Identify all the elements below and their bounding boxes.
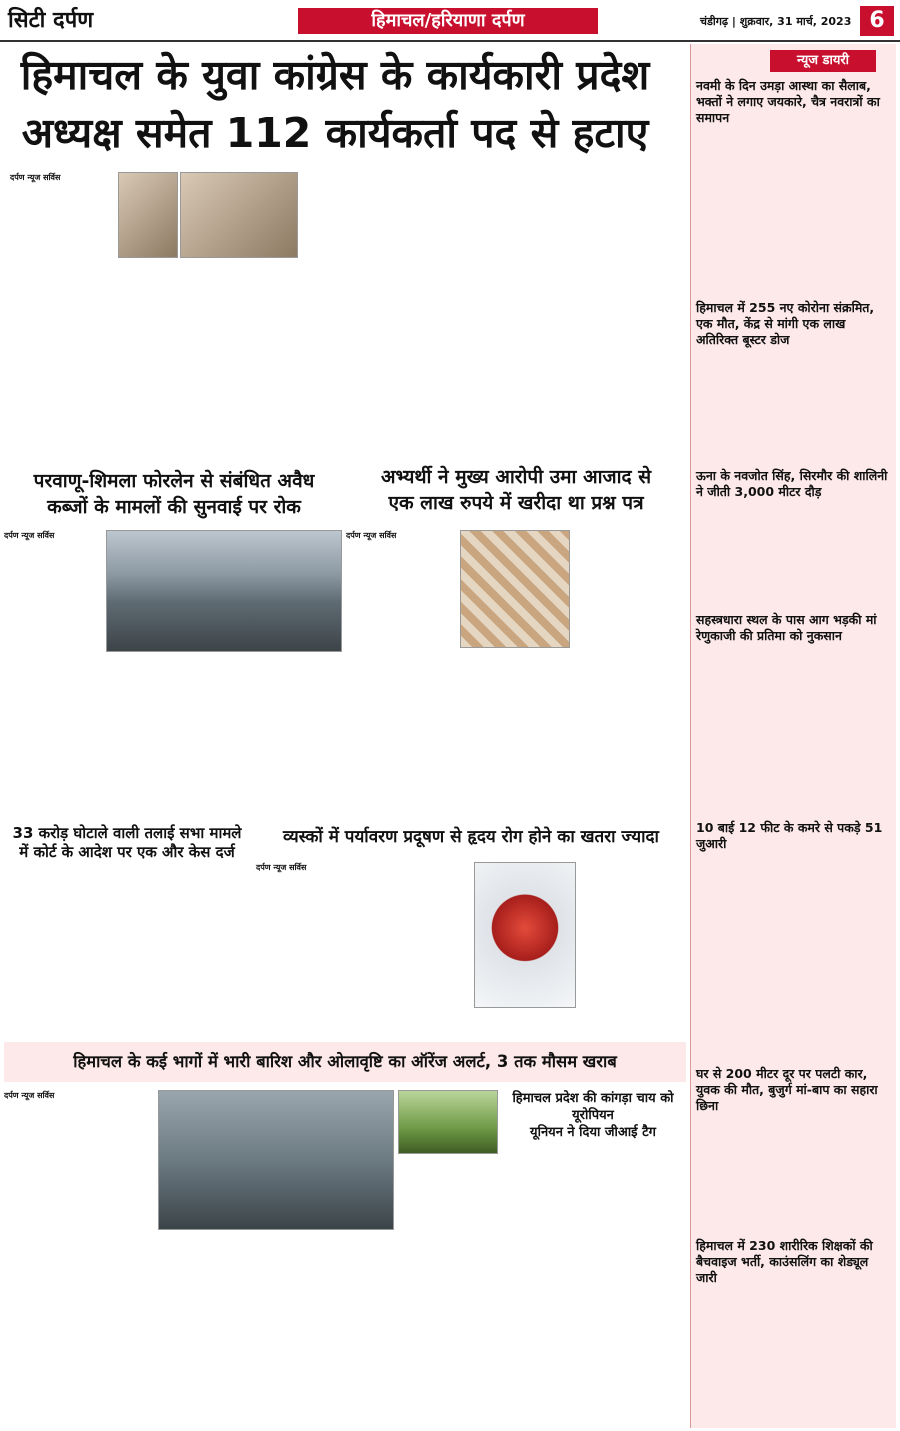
story5-byline: दर्पण न्यूज सर्विस — [256, 863, 307, 872]
lead-byline: दर्पण न्यूज सर्विस — [10, 173, 61, 182]
sidebar-item — [696, 820, 890, 852]
lead-headline — [10, 46, 660, 162]
section-banner: हिमाचल/हरियाणा दर्पण — [298, 8, 598, 34]
sidebar-item-headline: सहस्त्रधारा स्थल के पास आग भड़की मां रेणुकाजी की प्रतिमा को नुकसान — [696, 612, 877, 643]
issue-date: चंडीगढ़ | शुक्रवार, 31 मार्च, 2023 — [700, 15, 852, 28]
story6-byline: दर्पण न्यूज सर्विस — [4, 1091, 55, 1100]
story2-headline-line1: परवाणू-शिमला फोरलेन से संबंधित अवैध — [33, 470, 315, 492]
story4-headline-line2: में कोर्ट के आदेश पर एक और केस दर्ज — [19, 843, 235, 861]
story4-headline — [4, 824, 250, 862]
news-diary-sidebar — [690, 44, 896, 1428]
sidebar-item — [696, 1066, 890, 1114]
story6-headline: हिमाचल के कई भागों में भारी बारिश और ओलावृष्टि का ऑरेंज अलर्ट, 3 तक मौसम खराब — [73, 1052, 617, 1071]
story7-headline — [500, 1090, 686, 1141]
lead-headline-line2: अध्यक्ष समेत 112 कार्यकर्ता पद से हटाए — [21, 109, 649, 157]
sidebar-item-headline: 10 बाई 12 फीट के कमरे से पकड़े 51 जुआरी — [696, 820, 883, 851]
sidebar-item — [696, 300, 890, 348]
story3-headline — [346, 464, 686, 516]
newspaper-logo: सिटी दर्पण — [8, 8, 94, 33]
story5-heart-photo — [474, 862, 576, 1008]
sidebar-item — [696, 468, 890, 500]
story3-column-1 — [346, 530, 456, 541]
lead-photo-left — [118, 172, 178, 258]
sidebar-item-headline: घर से 200 मीटर दूर पर पलटी कार, युवक की मौत, बुजुर्ग मां-बाप का सहारा छिना — [696, 1066, 878, 1113]
story2-headline — [4, 468, 344, 520]
story4-headline-line1: 33 करोड़ घोटाले वाली तलाई सभा मामले — [12, 824, 242, 842]
story3-byline: दर्पण न्यूज सर्विस — [346, 531, 397, 540]
story5-column-1 — [256, 862, 360, 873]
sidebar-item-headline: हिमाचल में 255 नए कोरोना संक्रमित, एक मौत, केंद्र से मांगी एक लाख अतिरिक्त बूस्टर डोज — [696, 300, 875, 347]
story3-headline-line2: एक लाख रुपये में खरीदा था प्रश्न पत्र — [388, 492, 644, 514]
story2-headline-line2: कब्जों के मामलों की सुनवाई पर रोक — [47, 496, 301, 518]
story3-currency-photo — [460, 530, 570, 648]
story7-tea-photo — [398, 1090, 498, 1154]
lead-headline-line1: हिमाचल के युवा कांग्रेस के कार्यकारी प्रदेश — [20, 51, 650, 99]
sidebar-item — [696, 1238, 890, 1286]
story5-headline: व्यस्कों में पर्यावरण प्रदूषण से हृदय रोग होने का खतरा ज्यादा — [283, 827, 659, 847]
sidebar-item — [696, 612, 890, 644]
sidebar-item-headline: ऊना के नवजोत सिंह, सिरमौर की शालिनी ने जीती 3,000 मीटर दौड़ — [696, 468, 888, 499]
story7-headline-line1: हिमाचल प्रदेश की कांगड़ा चाय को यूरोपियन — [512, 1091, 674, 1123]
story7-headline-line2: यूनियन ने दिया जीआई टैग — [530, 1125, 656, 1140]
story3-headline-line1: अभ्यर्थी ने मुख्य आरोपी उमा आजाद से — [380, 466, 652, 488]
sidebar-item — [696, 78, 890, 126]
lead-photo-right — [180, 172, 298, 258]
page-number: 6 — [860, 6, 894, 36]
sidebar-item-headline: नवमी के दिन उमड़ा आस्था का सैलाब, भक्तों ने लगाए जयकारे, चैत्र नवरात्रों का समापन — [696, 78, 880, 125]
story2-column-1 — [4, 530, 104, 541]
lead-column-1 — [10, 172, 114, 183]
story2-road-photo — [106, 530, 342, 652]
story2-byline: दर्पण न्यूज सर्विस — [4, 531, 55, 540]
story6-column-1 — [4, 1090, 154, 1101]
story6-rain-photo — [158, 1090, 394, 1230]
news-diary-label: न्यूज डायरी — [770, 50, 876, 72]
sidebar-item-headline: हिमाचल में 230 शारीरिक शिक्षकों की बैचवाइज भर्ती, काउंसलिंग का शेड्यूल जारी — [696, 1238, 873, 1285]
